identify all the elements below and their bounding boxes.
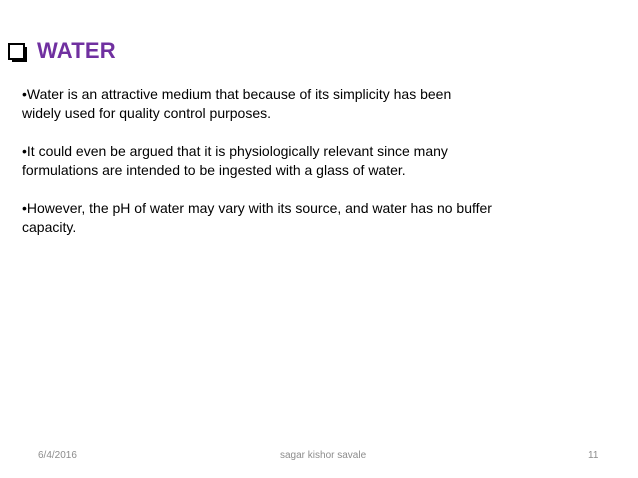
slide-title: WATER bbox=[37, 38, 116, 63]
footer-author: sagar kishor savale bbox=[280, 450, 367, 461]
footer-page-number: 11 bbox=[588, 450, 599, 461]
paragraph-physiologically-relevant: •It could even be argued that it is physiologically relevant since many formulations are intended to be ingested with a glass of water. bbox=[22, 143, 448, 178]
title-row bbox=[8, 38, 116, 64]
checkbox-square-icon bbox=[8, 43, 25, 60]
paragraph-ph-variation: •However, the pH of water may vary with its source, and water has no buffer capacity. bbox=[22, 200, 492, 235]
slide-body bbox=[22, 85, 492, 256]
paragraph-water-medium: •Water is an attractive medium that because of its simplicity has been widely used for quality control purposes. bbox=[22, 86, 452, 121]
footer-date: 6/4/2016 bbox=[38, 450, 77, 461]
